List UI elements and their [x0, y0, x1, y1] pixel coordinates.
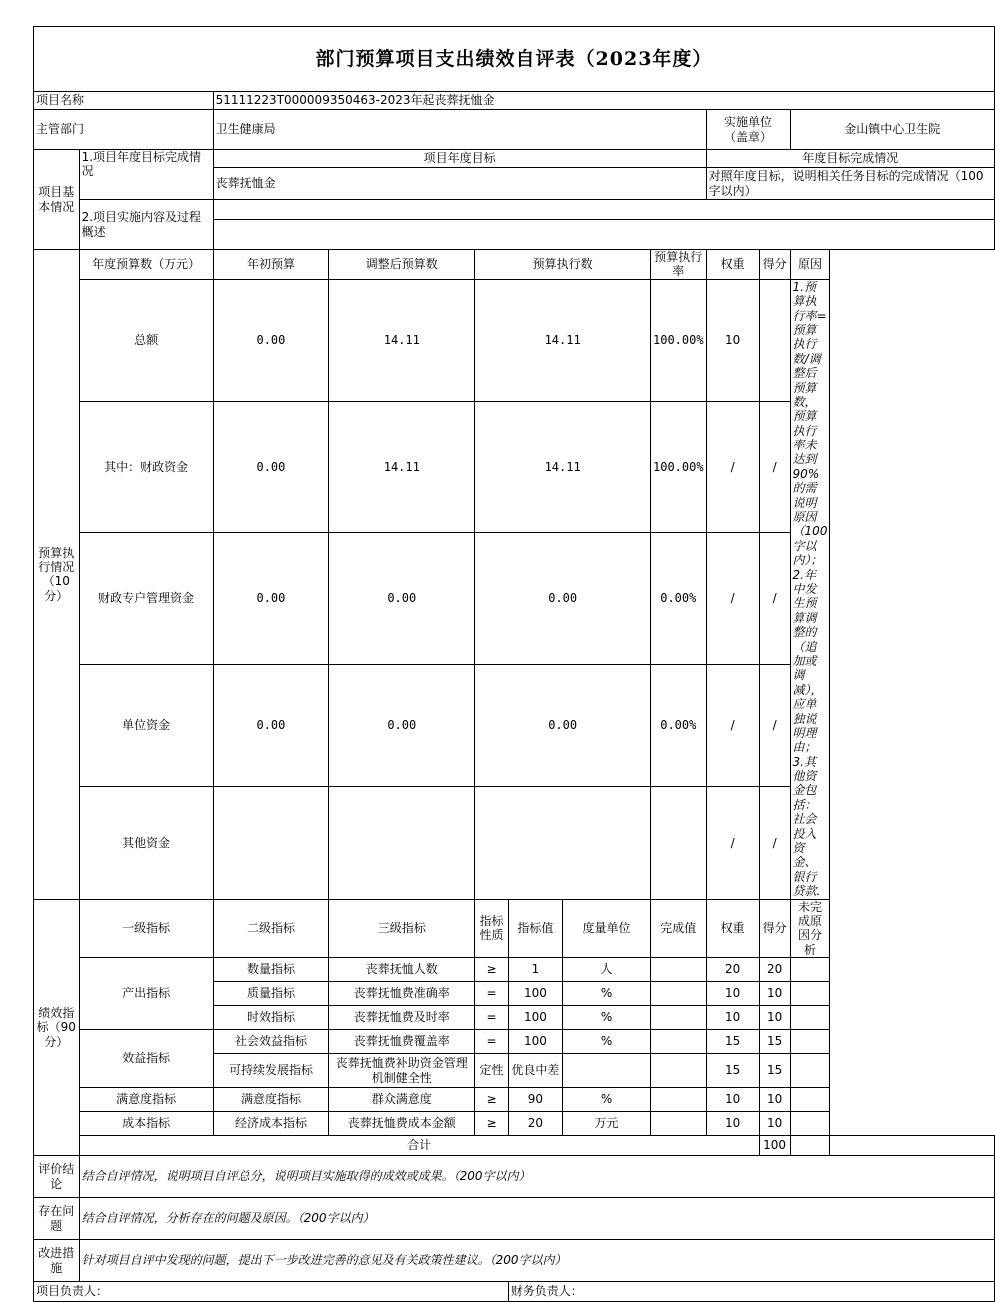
- perf-row-nature: ≥: [475, 1088, 509, 1112]
- perf-header-level1: 一级指标: [79, 899, 213, 958]
- budget-row-score: /: [759, 786, 790, 899]
- problems-label: 存在问题: [34, 1198, 80, 1240]
- perf-row-level3: 丧葬抚恤人数: [329, 958, 475, 982]
- total-weight: 100: [759, 1136, 790, 1156]
- page-title: 部门预算项目支出绩效自评表（2023年度）: [34, 27, 995, 92]
- budget-row-adjusted: 0.00: [329, 533, 475, 664]
- perf-row-weight: 15: [706, 1030, 759, 1054]
- group-benefit: 效益指标: [79, 1030, 213, 1088]
- dept-label: 主管部门: [34, 110, 214, 150]
- budget-header-reason: 原因: [790, 250, 830, 280]
- perf-row-level3: 群众满意度: [329, 1088, 475, 1112]
- budget-row-score: /: [759, 401, 790, 532]
- problems-text: 结合自评情况，分析存在的问题及原因。（200字以内）: [79, 1198, 994, 1240]
- budget-row-label: 财政专户管理资金: [79, 533, 213, 664]
- total-label: 合计: [79, 1136, 759, 1156]
- total-score: [790, 1136, 830, 1156]
- perf-row-level3: 丧葬抚恤费补助资金管理机制健全性: [329, 1054, 475, 1088]
- perf-row-score: 10: [759, 1088, 790, 1112]
- basic-section-label: 项目基本情况: [34, 150, 80, 250]
- perf-row-level2: 时效指标: [213, 1006, 329, 1030]
- conclusion-label: 评价结论: [34, 1156, 80, 1198]
- budget-row-label: 总额: [79, 279, 213, 401]
- perf-header-done: 完成值: [651, 899, 707, 958]
- perf-row-value: 优良中差: [508, 1054, 562, 1088]
- budget-header-score: 得分: [759, 250, 790, 280]
- perf-row-level3: 丧葬抚恤费准确率: [329, 982, 475, 1006]
- perf-row-unit: 人: [563, 958, 651, 982]
- perf-header-level3: 三级指标: [329, 899, 475, 958]
- budget-row-executed: 0.00: [475, 533, 651, 664]
- perf-row-analysis: [790, 1006, 830, 1030]
- perf-header-level2: 二级指标: [213, 899, 329, 958]
- perf-row-value: 100: [508, 982, 562, 1006]
- perf-row-score: 20: [759, 958, 790, 982]
- perf-row-nature: 定性: [475, 1054, 509, 1088]
- budget-row-rate: 100.00%: [651, 279, 707, 401]
- perf-row-nature: ≥: [475, 1112, 509, 1136]
- perf-row-weight: 10: [706, 1006, 759, 1030]
- budget-row-score: /: [759, 533, 790, 664]
- perf-row-unit: 万元: [563, 1112, 651, 1136]
- budget-row-label: 单位资金: [79, 664, 213, 786]
- budget-row-adjusted: 14.11: [329, 279, 475, 401]
- budget-row-adjusted: 0.00: [329, 664, 475, 786]
- item2-content-cont: [213, 220, 994, 250]
- perf-row-done: [651, 1006, 707, 1030]
- perf-row-nature: ≥: [475, 958, 509, 982]
- perf-row-value: 20: [508, 1112, 562, 1136]
- item1-goal: 丧葬抚恤金: [213, 168, 706, 200]
- perf-row-value: 100: [508, 1030, 562, 1054]
- perf-header-analysis: 未完成原因分析: [790, 899, 830, 958]
- budget-row-label: 其他资金: [79, 786, 213, 899]
- budget-row-initial: 0.00: [213, 279, 329, 401]
- total-analysis: [830, 1136, 995, 1156]
- project-lead-label: 项目负责人：: [34, 1282, 509, 1302]
- budget-header-executed: 预算执行数: [475, 250, 651, 280]
- item2-label: 2.项目实施内容及过程概述: [79, 200, 213, 250]
- budget-header-adjusted: 调整后预算数: [329, 250, 475, 280]
- perf-row-weight: 15: [706, 1054, 759, 1088]
- perf-row-done: [651, 982, 707, 1006]
- perf-row-level2: 可持续发展指标: [213, 1054, 329, 1088]
- perf-row-value: 90: [508, 1088, 562, 1112]
- perf-row-level2: 社会效益指标: [213, 1030, 329, 1054]
- item2-content: [213, 200, 994, 220]
- budget-row-rate: 100.00%: [651, 401, 707, 532]
- perf-row-value: 100: [508, 1006, 562, 1030]
- budget-row-weight: /: [706, 401, 759, 532]
- perf-row-score: 10: [759, 1112, 790, 1136]
- perf-row-weight: 10: [706, 982, 759, 1006]
- group-output: 产出指标: [79, 958, 213, 1030]
- dept-value: 卫生健康局: [213, 110, 706, 150]
- budget-row-executed: 0.00: [475, 664, 651, 786]
- perf-row-score: 15: [759, 1030, 790, 1054]
- perf-row-weight: 10: [706, 1088, 759, 1112]
- budget-header-weight: 权重: [706, 250, 759, 280]
- budget-header-annual: 年度预算数（万元）: [79, 250, 213, 280]
- perf-row-done: [651, 1088, 707, 1112]
- perf-row-done: [651, 1112, 707, 1136]
- perf-row-done: [651, 958, 707, 982]
- budget-row-label: 其中：财政资金: [79, 401, 213, 532]
- budget-row-executed: 14.11: [475, 401, 651, 532]
- budget-reason-text: 1.预算执行率=预算执行数/调整后预算数，预算执行率未达到90%的需说明原因（100字以内）；2.年中发生预算调整的（追加或调减），应单独说明理由；3.其他资金包括：社会投入资金、银行贷款.: [790, 279, 830, 899]
- perf-row-analysis: [790, 1030, 830, 1054]
- perf-row-level2: 数量指标: [213, 958, 329, 982]
- budget-row-adjusted: [329, 786, 475, 899]
- perf-row-unit: %: [563, 1030, 651, 1054]
- impl-unit-label: 实施单位 （盖章）: [706, 110, 790, 150]
- budget-section-label: 预算执行情况（10分）: [34, 250, 80, 900]
- group-cost: 成本指标: [79, 1112, 213, 1136]
- budget-row-initial: 0.00: [213, 533, 329, 664]
- perf-header-weight: 权重: [706, 899, 759, 958]
- budget-row-weight: /: [706, 664, 759, 786]
- perf-header-score: 得分: [759, 899, 790, 958]
- perf-row-analysis: [790, 1054, 830, 1088]
- perf-row-weight: 10: [706, 1112, 759, 1136]
- impl-unit-value: 金山镇中心卫生院: [790, 110, 994, 150]
- perf-header-unit: 度量单位: [563, 899, 651, 958]
- perf-row-unit: %: [563, 1006, 651, 1030]
- budget-row-rate: 0.00%: [651, 664, 707, 786]
- perf-row-level2: 满意度指标: [213, 1088, 329, 1112]
- item1-label: 1.项目年度目标完成情况: [79, 150, 213, 200]
- perf-row-unit: [563, 1054, 651, 1088]
- perf-row-level3: 丧葬抚恤费覆盖率: [329, 1030, 475, 1054]
- project-name-label: 项目名称: [34, 92, 214, 110]
- perf-row-score: 10: [759, 982, 790, 1006]
- perf-row-analysis: [790, 1088, 830, 1112]
- finance-lead-label: 财务负责人：: [508, 1282, 994, 1302]
- budget-row-executed: [475, 786, 651, 899]
- budget-row-weight: /: [706, 786, 759, 899]
- perf-row-level2: 质量指标: [213, 982, 329, 1006]
- self-evaluation-table: [33, 26, 995, 1302]
- conclusion-text: 结合自评情况，说明项目自评总分，说明项目实施取得的成效或成果。（200字以内）: [79, 1156, 994, 1198]
- item1-completion: 对照年度目标，说明相关任务目标的完成情况（100字以内）: [706, 168, 994, 200]
- budget-row-initial: 0.00: [213, 401, 329, 532]
- perf-row-level3: 丧葬抚恤费及时率: [329, 1006, 475, 1030]
- budget-row-weight: 10: [706, 279, 759, 401]
- perf-row-score: 15: [759, 1054, 790, 1088]
- budget-row-rate: 0.00%: [651, 533, 707, 664]
- perf-row-analysis: [790, 982, 830, 1006]
- perf-row-done: [651, 1030, 707, 1054]
- perf-row-analysis: [790, 1112, 830, 1136]
- perf-row-unit: %: [563, 1088, 651, 1112]
- perf-row-nature: =: [475, 982, 509, 1006]
- perf-row-nature: =: [475, 1030, 509, 1054]
- measures-text: 针对项目自评中发现的问题，提出下一步改进完善的意见及有关政策性建议。（200字以内）: [79, 1240, 994, 1282]
- perf-row-done: [651, 1054, 707, 1088]
- budget-row-initial: [213, 786, 329, 899]
- perf-row-weight: 20: [706, 958, 759, 982]
- annual-goal-header: 项目年度目标: [213, 150, 706, 168]
- completion-header: 年度目标完成情况: [706, 150, 994, 168]
- perf-row-analysis: [790, 958, 830, 982]
- group-satisfaction: 满意度指标: [79, 1088, 213, 1112]
- perf-header-nature: 指标性质: [475, 899, 509, 958]
- project-name-value: 51111223T000009350463-2023年起丧葬抚恤金: [213, 92, 994, 110]
- budget-row-rate: [651, 786, 707, 899]
- budget-header-initial: 年初预算: [213, 250, 329, 280]
- perf-row-level2: 经济成本指标: [213, 1112, 329, 1136]
- perf-row-score: 10: [759, 1006, 790, 1030]
- measures-label: 改进措施: [34, 1240, 80, 1282]
- budget-row-initial: 0.00: [213, 664, 329, 786]
- perf-row-value: 1: [508, 958, 562, 982]
- budget-row-adjusted: 14.11: [329, 401, 475, 532]
- performance-section-label: 绩效指标（90分）: [34, 899, 80, 1156]
- budget-row-executed: 14.11: [475, 279, 651, 401]
- budget-header-rate: 预算执行率: [651, 250, 707, 280]
- budget-row-score: /: [759, 664, 790, 786]
- perf-row-unit: %: [563, 982, 651, 1006]
- budget-row-score: [759, 279, 790, 401]
- perf-row-nature: =: [475, 1006, 509, 1030]
- perf-row-level3: 丧葬抚恤费成本金额: [329, 1112, 475, 1136]
- perf-header-value: 指标值: [508, 899, 562, 958]
- budget-row-weight: /: [706, 533, 759, 664]
